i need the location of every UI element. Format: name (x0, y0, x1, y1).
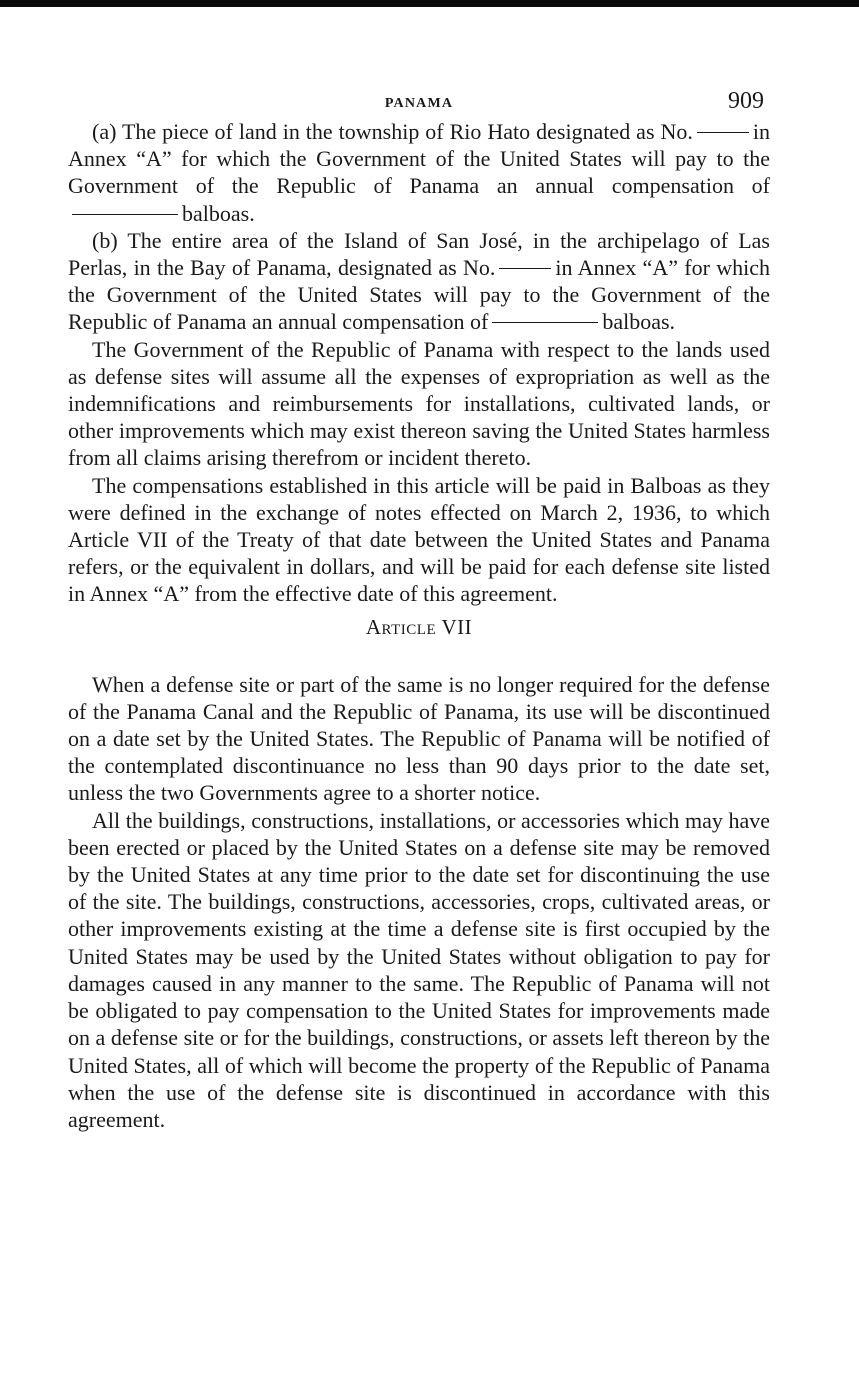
paragraph-b-text-2: in Annex “A” for which the Government of the United States will pay to the Government of the Republic of Panama an annual compensation of (68, 255, 770, 335)
paragraph-a-text-1: (a) The piece of land in the township of Rio Hato designated as No. (92, 119, 693, 144)
blank-line (72, 214, 178, 215)
paragraph-expropriation: The Government of the Republic of Panama with respect to the lands used as defense sites will assume all the expenses of expropriation as well as the indemnifications and reimbursements for installations, cultivated lands, or other improvements which may exist thereon saving the United States harmless from all claims arising therefrom or incident thereto. (68, 336, 770, 471)
paragraph-a (68, 118, 770, 227)
article-heading-word: Article (365, 614, 437, 639)
blank-line (697, 132, 749, 133)
paragraph-discontinuance: When a defense site or part of the same is no longer required for the defense of the Panama Canal and the Republic of Panama, its use will be discontinued on a date set by the United States. The Republic of Panama will be notified of the contemplated discontinuance no less than 90 days prior to the date set, unless the two Governments agree to a shorter notice. (68, 671, 770, 806)
page-header (68, 88, 770, 118)
blank-line (492, 322, 598, 323)
paragraph-buildings: All the buildings, constructions, installations, or accessories which may have been erected or placed by the United States on a defense site may be removed by the United States at any time prior to the date set for discontinuing the use of the site. The buildings, constructions, accessories, crops, cultivated areas, or other improvements existing at the time a defense site is first occupied by the United States may be used by the United States without obligation to pay for damages caused in any manner to the same. The Republic of Panama will not be obligated to pay compensation to the United States for improvements made on a defense site or for the buildings, constructions, or assets left thereon by the United States, all of which will become the property of the Republic of Panama when the use of the defense site is discontinued in accordance with this agreement. (68, 807, 770, 1132)
document-page (68, 88, 770, 1133)
paragraph-a-text-3: balboas. (182, 200, 255, 226)
article-heading (68, 614, 770, 641)
paragraph-a-text-2: in Annex “A” for which the Government of the United States will pay to the Government of the Republic of Panama an annual compensation of (68, 119, 770, 199)
paragraph-compensations: The compensations established in this article will be paid in Balboas as they were defined in the exchange of notes effected on March 2, 1936, to which Article VII of the Treaty of that date between the United States and Panama refers, or the equivalent in dollars, and will be paid for each defense site listed in Annex “A” from the effective date of this agreement. (68, 472, 770, 607)
running-head: PANAMA (384, 96, 454, 111)
paragraph-b-text-3: balboas. (602, 309, 676, 335)
page-number: 909 (728, 88, 764, 114)
paragraph-b-text-1: (b) The entire area of the Island of San José, in the archipelago of Las Perlas, in the Bay of Panama, designated as No. (68, 227, 770, 281)
paragraph-b (68, 227, 770, 336)
article-heading-numeral: VII (441, 614, 473, 639)
blank-line (499, 268, 551, 269)
top-border (0, 0, 859, 7)
